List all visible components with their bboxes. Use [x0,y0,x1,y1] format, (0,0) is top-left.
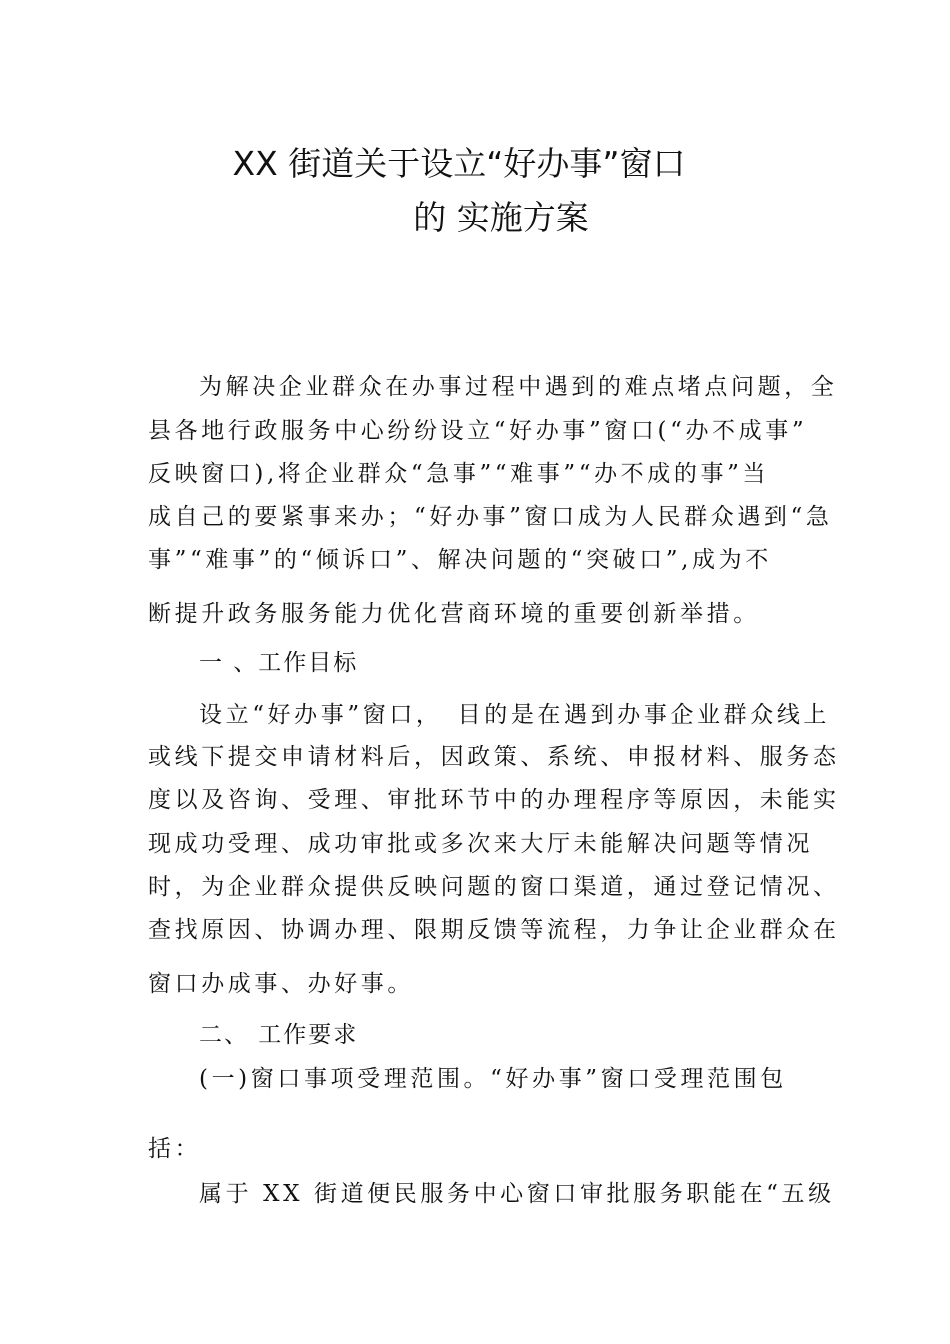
paragraph-line: (一)窗口事项受理范围。“好办事”窗口受理范围包 [199,1066,787,1092]
paragraph-line: 反映窗口),将企业群众“急事”“难事”“办不成的事”当 [148,461,770,487]
paragraph-line: 设立“好办事”窗口， 目的是在遇到办事企业群众线上 [199,702,831,728]
paragraph-line: 现成功受理、成功审批或多次来大厅未能解决问题等情况 [148,831,813,857]
paragraph-line: 成自己的要紧事来办；“好办事”窗口成为人民群众遇到“急 [148,504,833,530]
section-heading-work-goal: 一 、工作目标 [199,650,359,676]
paragraph-line: 窗口办成事、办好事。 [148,971,414,997]
paragraph-line: 度以及咨询、受理、审批环节中的办理程序等原因，未能实 [148,787,840,813]
document-title-line-1: XX 街道关于设立“好办事”窗口 [232,144,686,183]
paragraph-line: 县各地行政服务中心纷纷设立“好办事”窗口(“办不成事” [148,418,808,444]
paragraph-line: 时，为企业群众提供反映问题的窗口渠道，通过登记情况、 [148,874,840,900]
paragraph-line: 括： [148,1136,202,1162]
paragraph-line: 断提升政务服务能力优化营商环境的重要创新举措。 [148,601,760,627]
paragraph-line: 查找原因、协调办理、限期反馈等流程，力争让企业群众在 [148,917,840,943]
paragraph-line: 为解决企业群众在办事过程中遇到的难点堵点问题，全 [199,374,838,400]
section-heading-work-requirements: 二、 工作要求 [199,1022,359,1048]
paragraph-line: 事”“难事”的“倾诉口”、解决问题的“突破口”,成为不 [148,547,772,573]
document-title-line-2: 的 实施方案 [413,198,589,237]
paragraph-line: 或线下提交申请材料后，因政策、系统、申报材料、服务态 [148,744,840,770]
paragraph-line: 属于 XX 街道便民服务中心窗口审批服务职能在“五级 [199,1181,835,1207]
